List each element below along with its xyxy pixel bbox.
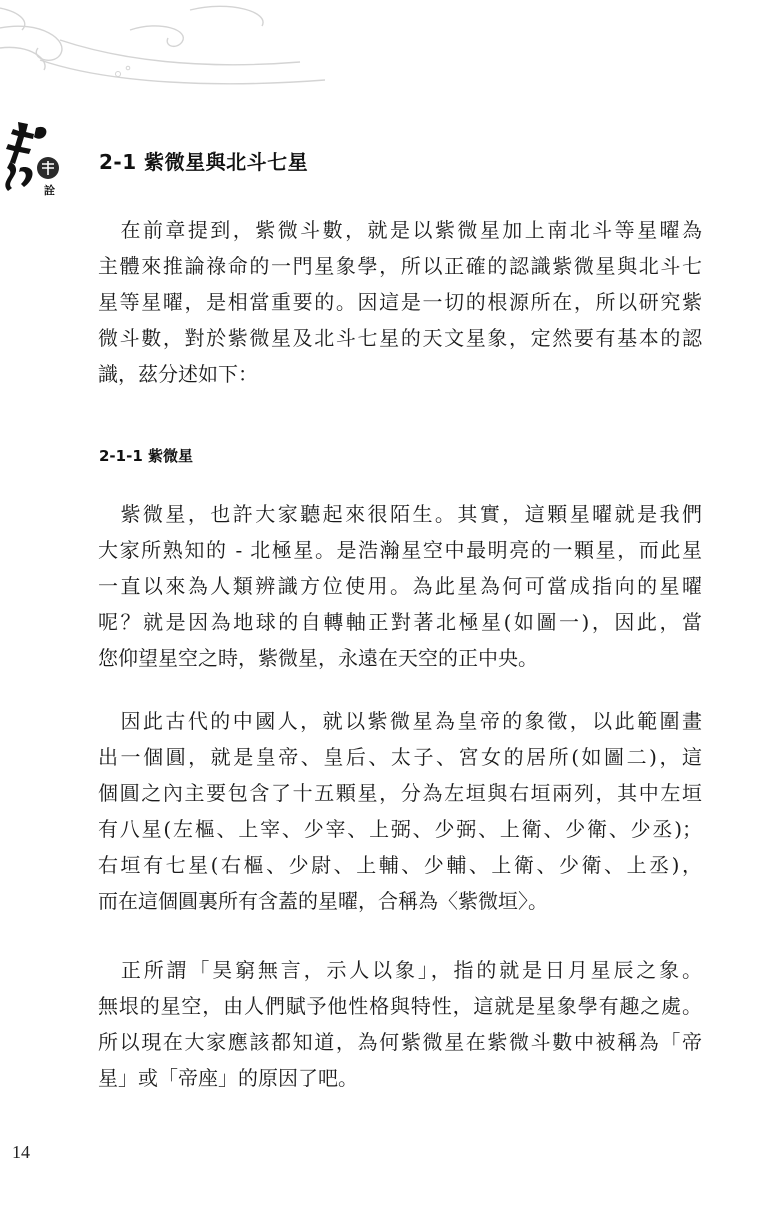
subsection-heading: 2-1-1 紫微星 bbox=[99, 447, 193, 465]
text-line: 所以現在大家應該都知道，為何紫微星在紫微斗數中被稱為「帝 bbox=[98, 1030, 702, 1054]
text-line: 星」或「帝座」的原因了吧。 bbox=[98, 1066, 358, 1090]
text-line: 主體來推論祿命的一門星象學，所以正確的認識紫微星與北斗七 bbox=[98, 254, 702, 278]
book-logo-icon bbox=[4, 118, 66, 200]
text-line: 一直以來為人類辨識方位使用。為此星為何可當成指向的星曜 bbox=[98, 574, 702, 598]
text-line: 因此古代的中國人，就以紫微星為皇帝的象徵，以此範圍畫 bbox=[98, 709, 702, 733]
text-line: 紫微星，也許大家聽起來很陌生。其實，這顆星曜就是我們 bbox=[98, 502, 702, 526]
paragraph-1 bbox=[98, 212, 702, 392]
paragraph-3 bbox=[98, 703, 702, 919]
text-line: 個圓之內主要包含了十五顆星，分為左垣與右垣兩列，其中左垣 bbox=[98, 781, 702, 805]
logo-caption: 詮 bbox=[44, 184, 55, 197]
text-line: 出一個圓，就是皇帝、皇后、太子、宮女的居所(如圖二)，這 bbox=[98, 745, 702, 769]
text-line: 有八星(左樞、上宰、少宰、上弼、少弼、上衛、少衛、少丞)； bbox=[98, 817, 702, 841]
text-line: 呢？就是因為地球的自轉軸正對著北極星(如圖一)，因此，當 bbox=[98, 610, 702, 634]
text-line: 星等星曜，是相當重要的。因這是一切的根源所在，所以研究紫 bbox=[98, 290, 702, 314]
text-line: 在前章提到，紫微斗數，就是以紫微星加上南北斗等星曜為 bbox=[98, 218, 702, 242]
text-line: 正所謂「昊窮無言，示人以象」，指的就是日月星辰之象。 bbox=[98, 958, 702, 982]
cloud-swirl-decoration-icon bbox=[0, 0, 330, 95]
text-line: 微斗數，對於紫微星及北斗七星的天文星象，定然要有基本的認 bbox=[98, 326, 702, 350]
text-line: 大家所熟知的 - 北極星。是浩瀚星空中最明亮的一顆星，而此星 bbox=[98, 538, 702, 562]
paragraph-4 bbox=[98, 952, 702, 1096]
text-line: 您仰望星空之時，紫微星，永遠在天空的正中央。 bbox=[98, 646, 538, 670]
section-heading: 2-1 紫微星與北斗七星 bbox=[99, 150, 309, 174]
text-line: 右垣有七星(右樞、少尉、上輔、少輔、上衛、少衛、上丞)， bbox=[98, 853, 702, 877]
text-line: 識，茲分述如下： bbox=[98, 362, 258, 386]
page-number: 14 bbox=[12, 1142, 30, 1162]
text-line: 而在這個圓裏所有含蓋的星曜，合稱為〈紫微垣〉。 bbox=[98, 889, 548, 913]
paragraph-2 bbox=[98, 496, 702, 676]
text-line: 無垠的星空，由人們賦予他性格與特性，這就是星象學有趣之處。 bbox=[98, 994, 702, 1018]
